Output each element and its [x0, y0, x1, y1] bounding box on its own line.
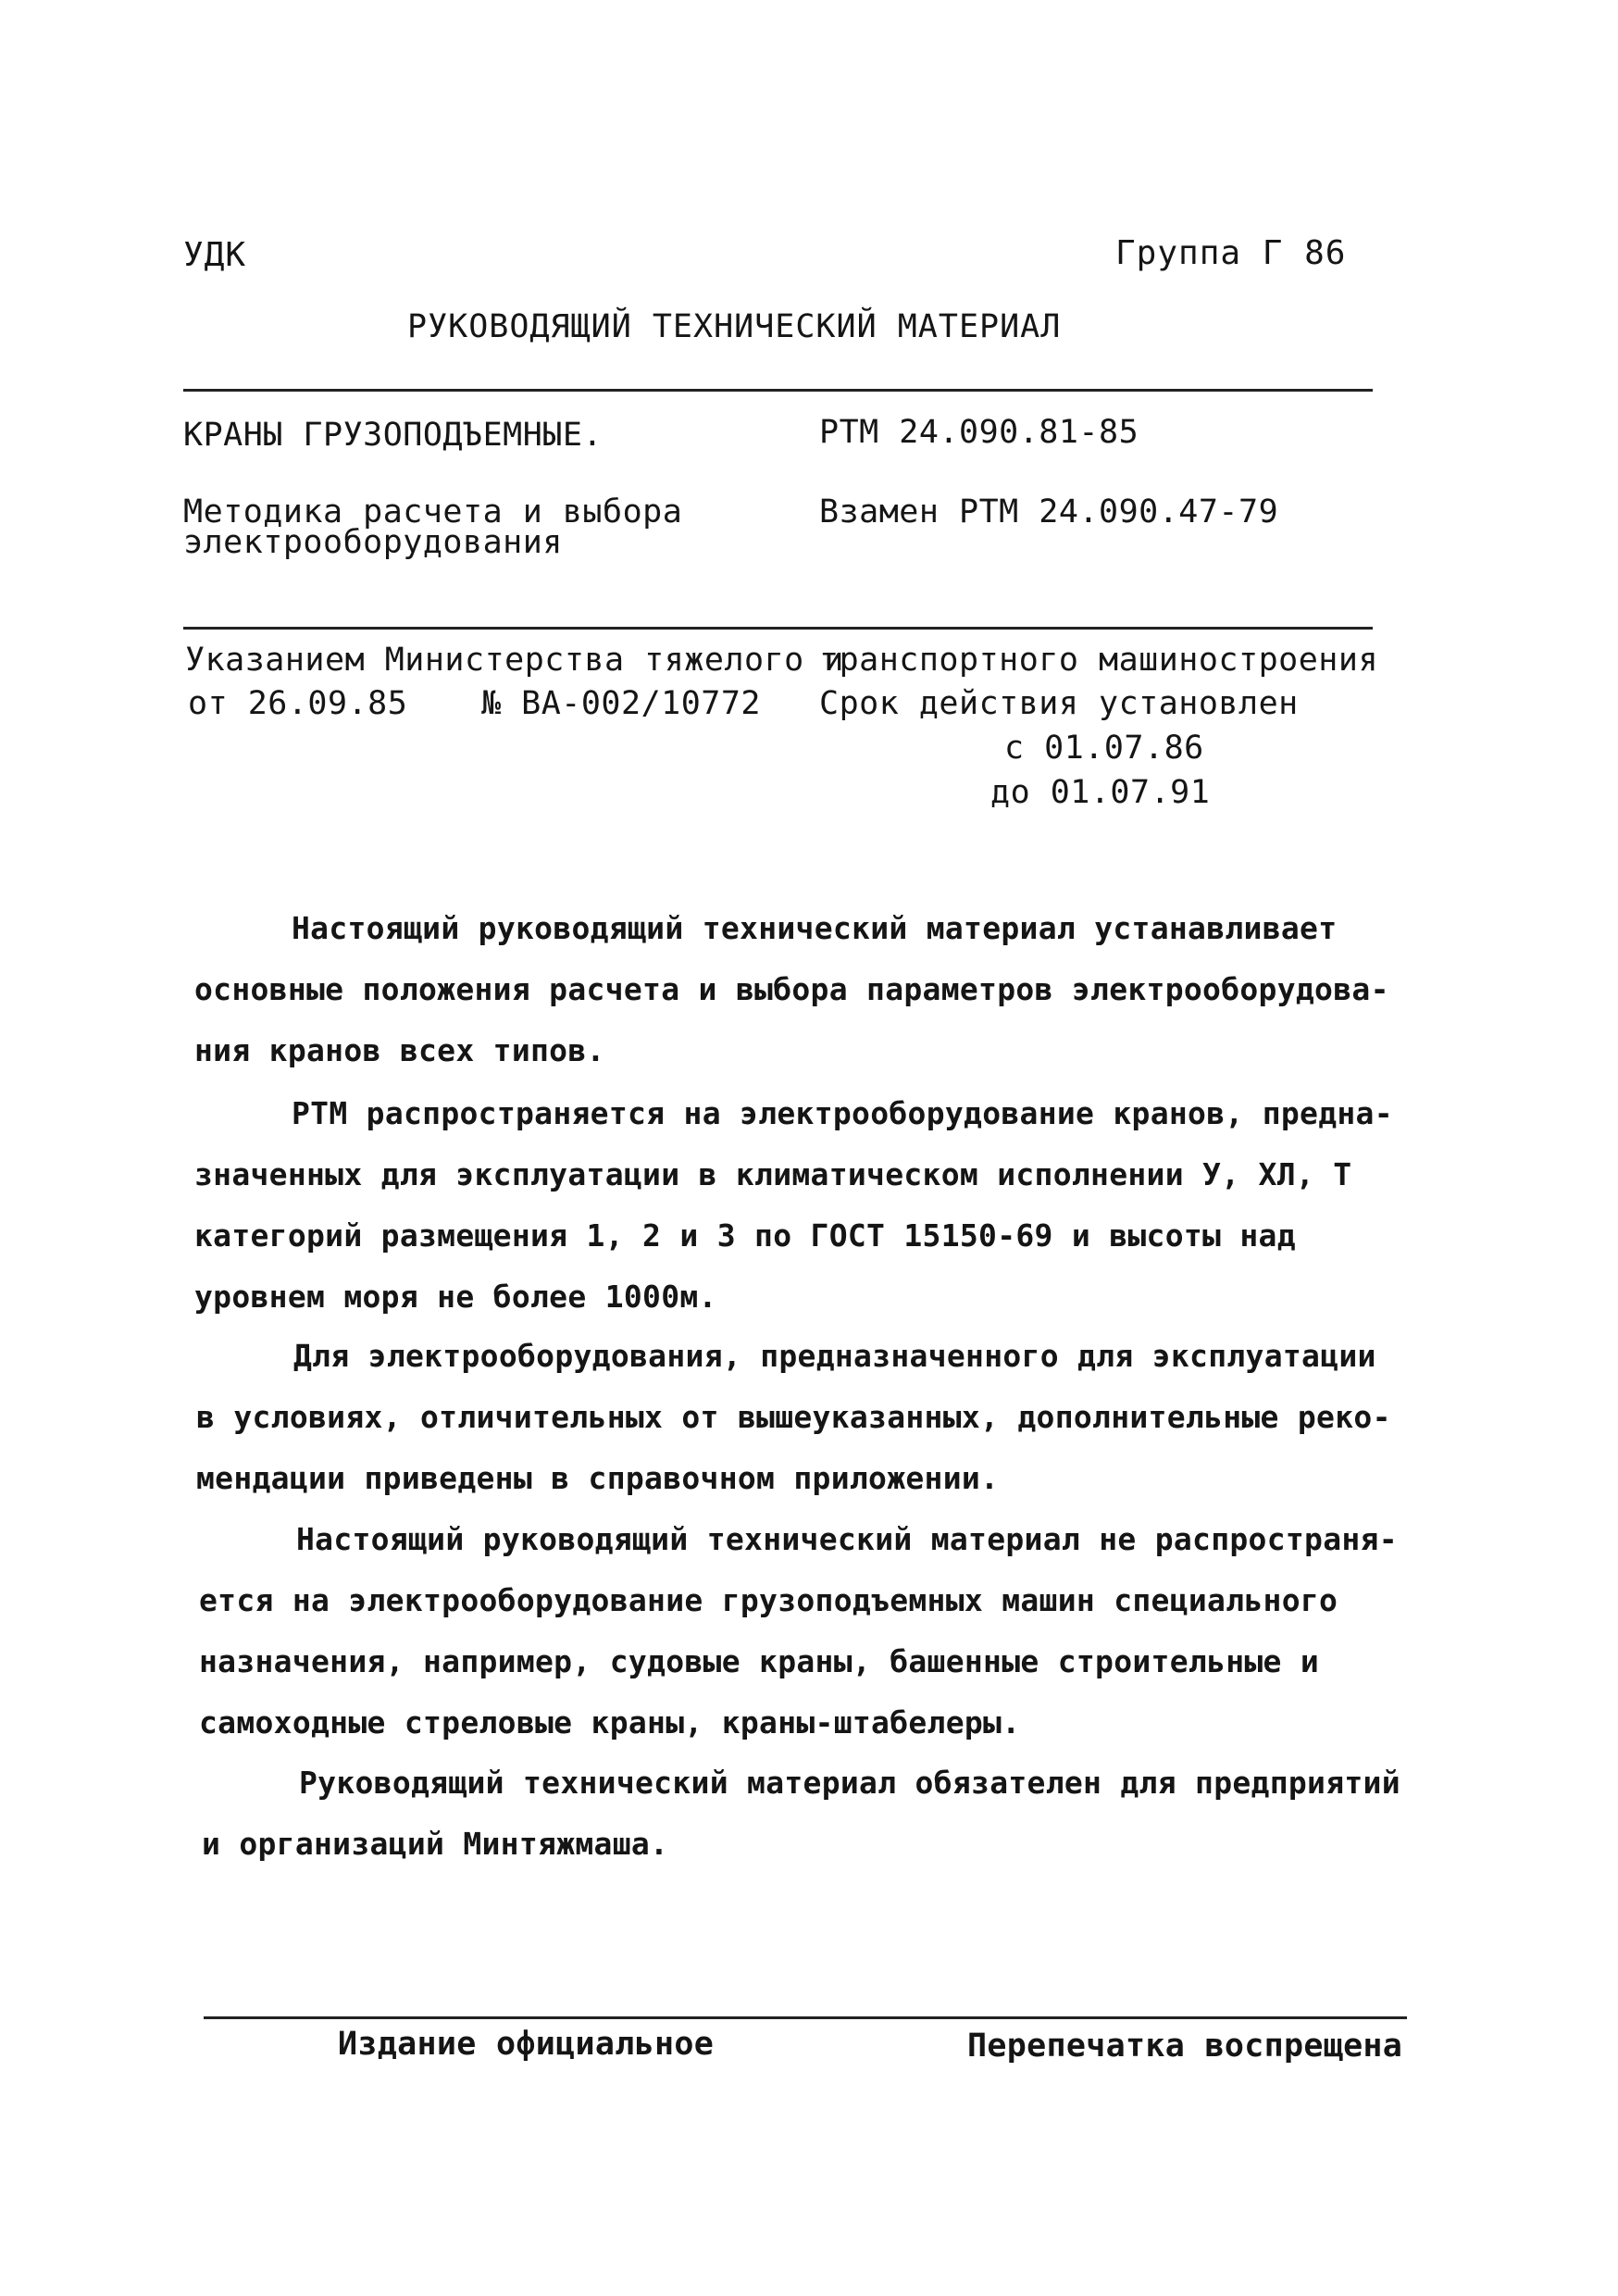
paragraph-2 [194, 1083, 1393, 1328]
order-line-right: транспортного машиностроения [819, 642, 1379, 679]
document-code: РТМ 24.090.81-85 [819, 414, 1139, 451]
footer-rule [204, 2016, 1407, 2019]
paragraph-line: назначения, например, судовые краны, башенные строительные и [199, 1643, 1320, 1679]
paragraph-line: и организаций Минтяжмаша. [202, 1826, 669, 1862]
validity-label: Срок действия установлен [819, 685, 1299, 722]
order-line-left: Указанием Министерства тяжелого и [185, 642, 844, 679]
paragraph-1 [194, 898, 1389, 1081]
paragraph-3 [196, 1326, 1391, 1509]
paragraph-line: уровнем моря не более 1000м. [194, 1279, 717, 1315]
subject-description-line-1: Методика расчета и выбора [183, 493, 683, 530]
paragraph-4 [199, 1509, 1398, 1753]
paragraph-line: основные положения расчета и выбора параметров электрооборудова- [194, 971, 1389, 1007]
paragraph-line: Руководящий технический материал обязателен для предприятий [299, 1765, 1400, 1801]
middle-rule [183, 627, 1373, 630]
subject-description-line-2: электрооборудования [183, 524, 563, 561]
footer-edition-note: Издание официальное [338, 2026, 715, 2063]
subject-title: КРАНЫ ГРУЗОПОДЪЕМНЫЕ. [183, 417, 604, 454]
paragraph-line: Для электрооборудования, предназначенного для эксплуатации [293, 1338, 1376, 1374]
paragraph-line: самоходные стреловые краны, краны-штабелеры. [199, 1704, 1021, 1741]
paragraph-5 [202, 1753, 1400, 1875]
order-date: от 26.09.85 [188, 685, 408, 722]
udk-label: УДК [183, 236, 247, 274]
paragraph-line: значенных для эксплуатации в климатическом исполнении У, ХЛ, Т [194, 1156, 1352, 1192]
paragraph-line: Настоящий руководящий технический материал устанавливает [292, 910, 1338, 946]
paragraph-line: Настоящий руководящий технический материал не распространя- [296, 1521, 1398, 1557]
paragraph-line: категорий размещения 1, 2 и 3 по ГОСТ 15150-69 и высоты над [194, 1217, 1296, 1254]
valid-to: до 01.07.91 [990, 774, 1211, 811]
paragraph-line: в условиях, отличительных от вышеуказанных, дополнительные реко- [196, 1399, 1391, 1435]
document-type-title: РУКОВОДЯЩИЙ ТЕХНИЧЕСКИЙ МАТЕРИАЛ [407, 308, 1062, 345]
top-rule [183, 389, 1373, 392]
order-number: № ВА-002/10772 [481, 685, 762, 722]
paragraph-line: РТМ распространяется на электрооборудование кранов, предна- [292, 1095, 1393, 1131]
valid-from: с 01.07.86 [1004, 730, 1204, 767]
footer-reprint-note: Перепечатка воспрещена [967, 2028, 1403, 2065]
paragraph-line: ется на электрооборудование грузоподъемных машин специального [199, 1582, 1338, 1618]
paragraph-line: ния кранов всех типов. [194, 1032, 605, 1068]
group-label: Группа Г 86 [1115, 234, 1347, 272]
paragraph-line: мендации приведены в справочном приложении. [196, 1460, 1000, 1496]
replaces-note: Взамен РТМ 24.090.47-79 [819, 493, 1279, 530]
